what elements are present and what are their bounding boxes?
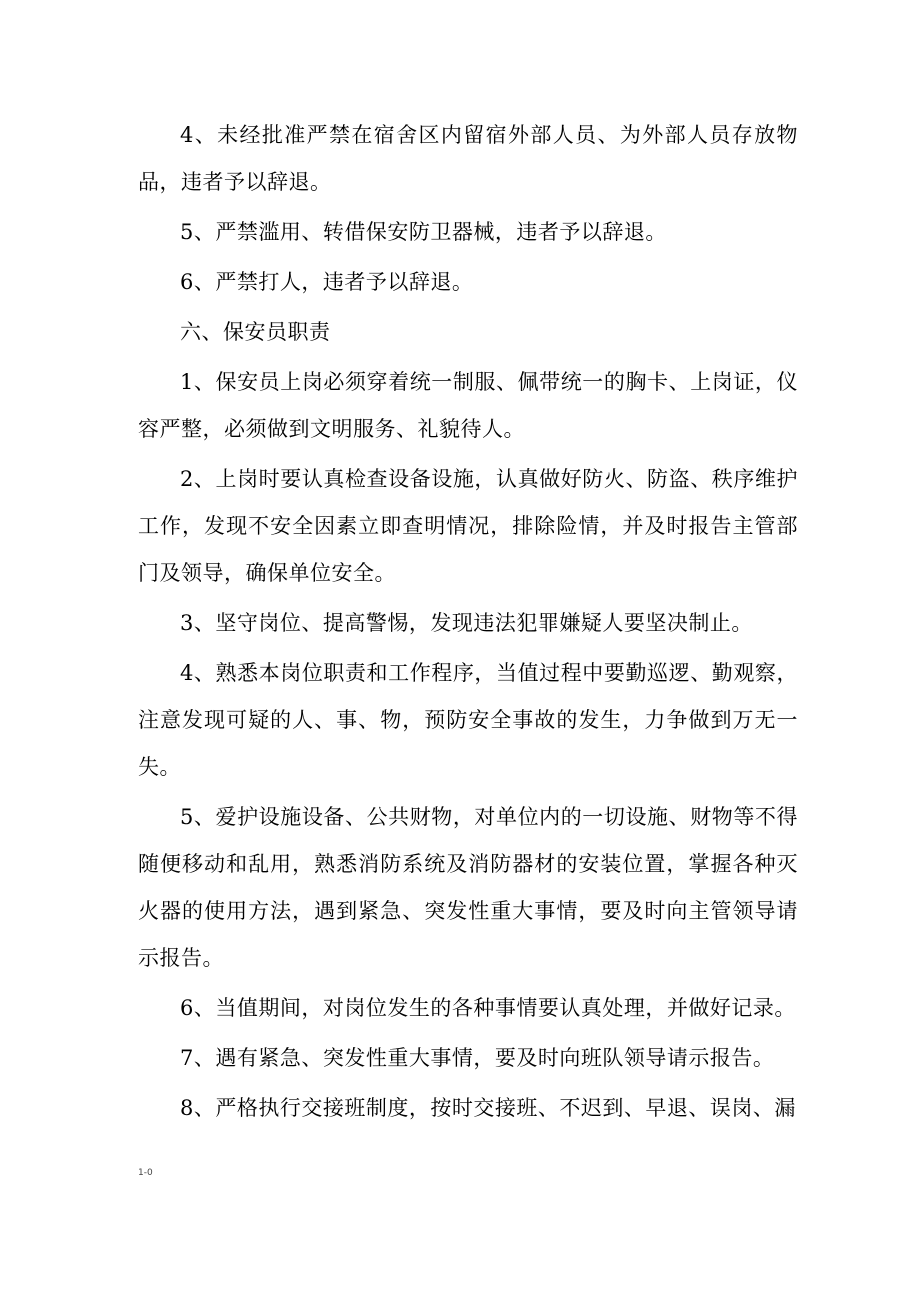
paragraph-rule-5: 5、严禁滥用、转借保安防卫器械，违者予以辞退。	[180, 220, 667, 244]
paragraph-rule-6: 6、严禁打人，违者予以辞退。	[180, 270, 474, 294]
paragraph-rule-4: 4、未经批准严禁在宿舍区内留宿外部人员、为外部人员存放物品，违者予以辞退。	[138, 123, 798, 194]
paragraph-duty-6: 6、当值期间，对岗位发生的各种事情要认真处理，并做好记录。	[180, 996, 796, 1020]
paragraph-duty-4: 4、熟悉本岗位职责和工作程序，当值过程中要勤巡逻、勤观察，注意发现可疑的人、事、物，预防安全事故的发生，力争做到万无一失。	[138, 661, 798, 779]
paragraph-duty-3: 3、坚守岗位、提高警惕，发现违法犯罪嫌疑人要坚决制止。	[180, 611, 753, 635]
paragraph-duty-1: 1、保安员上岗必须穿着统一制服、佩带统一的胸卡、上岗证，仪容严整，必须做到文明服务、礼貌待人。	[138, 370, 798, 441]
page-number: 1-0	[138, 1168, 153, 1178]
paragraph-duty-5: 5、爱护设施设备、公共财物，对单位内的一切设施、财物等不得随便移动和乱用，熟悉消防系统及消防器材的安装位置，掌握各种灭火器的使用方法，遇到紧急、突发性重大事情，要及时向主管领导请示报告。	[138, 805, 798, 970]
document-body	[138, 112, 798, 1132]
paragraph-duty-2: 2、上岗时要认真检查设备设施，认真做好防火、防盗、秩序维护工作，发现不安全因素立即查明情况，排除险情，并及时报告主管部门及领导，确保单位安全。	[138, 467, 798, 585]
section-heading-guard-duties: 六、保安员职责	[180, 320, 331, 344]
paragraph-duty-8: 8、严格执行交接班制度，按时交接班、不迟到、早退、误岗、漏	[180, 1096, 796, 1120]
paragraph-duty-7: 7、遇有紧急、突发性重大事情，要及时向班队领导请示报告。	[180, 1046, 775, 1070]
